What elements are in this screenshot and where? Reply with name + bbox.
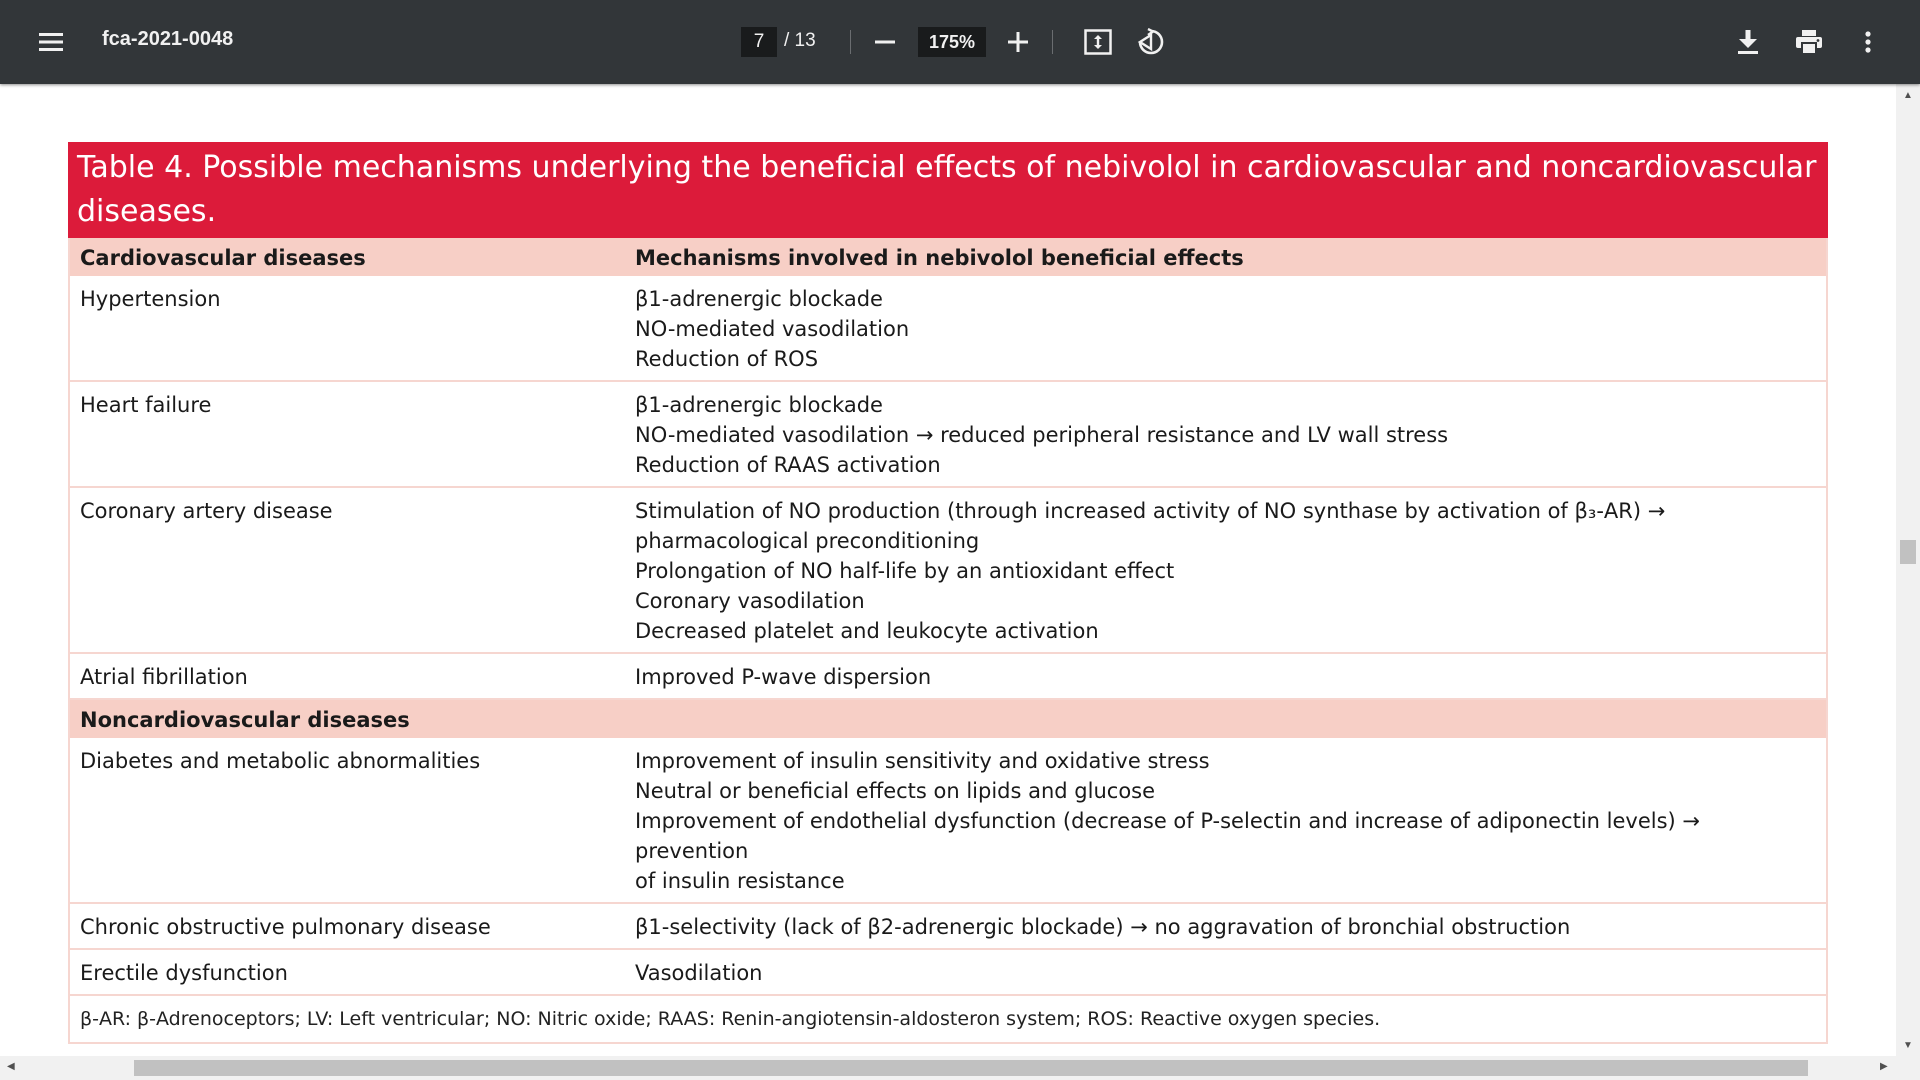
zoom-in-icon[interactable] [996, 20, 1040, 64]
table-row [70, 738, 1826, 903]
disease-cell: Atrial fibrillation [70, 653, 625, 699]
disease-cell: Diabetes and metabolic abnormalities [70, 738, 625, 903]
mechanism-line: β1-selectivity (lack of β2-adrenergic blockade) → no aggravation of bronchial obstruction [635, 915, 1571, 939]
more-icon[interactable] [1846, 20, 1890, 64]
mechanism-line: NO-mediated vasodilation [635, 317, 910, 341]
mechanism-cell [625, 276, 1826, 381]
mechanisms-table [70, 238, 1826, 1042]
page-number-input[interactable]: 7 [741, 27, 777, 57]
table-footnote: β-AR: β-Adrenoceptors; LV: Left ventricular; NO: Nitric oxide; RAAS: Renin-angiotensin-aldosteron system; ROS: Reactive oxygen species. [80, 1008, 1381, 1030]
mechanism-line: Reduction of RAAS activation [635, 453, 941, 477]
vertical-scrollbar[interactable] [1896, 84, 1920, 1056]
table-footnote-row [70, 995, 1826, 1042]
mechanism-line: Coronary vasodilation [635, 589, 865, 613]
download-icon[interactable] [1726, 20, 1770, 64]
vertical-scroll-thumb[interactable] [1900, 540, 1916, 564]
section-header-cell: Noncardiovascular diseases [70, 699, 625, 738]
mechanism-line: NO-mediated vasodilation → reduced peripheral resistance and LV wall stress [635, 423, 1449, 447]
table-row [70, 903, 1826, 949]
pdf-toolbar [0, 0, 1920, 84]
mechanism-cell [625, 738, 1826, 903]
print-icon[interactable] [1787, 20, 1831, 64]
mechanism-line: Improvement of endothelial dysfunction (decrease of P-selectin and increase of adiponectin levels) → prevention [635, 809, 1701, 863]
zoom-out-icon[interactable] [863, 20, 907, 64]
mechanism-line: Vasodilation [635, 961, 763, 985]
table-row [70, 381, 1826, 487]
mechanism-line: Improved P-wave dispersion [635, 665, 932, 689]
header-cell: Cardiovascular diseases [70, 238, 625, 276]
mechanism-line: Reduction of ROS [635, 347, 819, 371]
scroll-right-icon[interactable]: ▶ [1880, 1061, 1888, 1072]
table-row [70, 653, 1826, 699]
page-total: / 13 [784, 30, 816, 51]
table-header-row [70, 238, 1826, 276]
disease-cell: Erectile dysfunction [70, 949, 625, 995]
scroll-left-icon[interactable]: ◀ [7, 1061, 15, 1072]
table-4 [68, 142, 1828, 1044]
table-row [70, 949, 1826, 995]
horizontal-scroll-thumb[interactable] [134, 1060, 1808, 1076]
zoom-level-input[interactable]: 175% [918, 27, 986, 57]
toolbar-divider [850, 30, 851, 54]
section-header-row [70, 699, 1826, 738]
pdf-viewer[interactable] [0, 84, 1896, 1056]
toolbar-divider [1052, 30, 1053, 54]
mechanism-line: β1-adrenergic blockade [635, 287, 883, 311]
mechanism-line: Neutral or beneficial effects on lipids and glucose [635, 779, 1156, 803]
table-caption: Table 4. Possible mechanisms underlying the beneficial effects of nebivolol in cardiovascular and noncardiovascular diseases. [68, 142, 1828, 238]
section-header-empty-cell [625, 699, 1826, 738]
fit-page-icon[interactable] [1076, 20, 1120, 64]
disease-cell: Coronary artery disease [70, 487, 625, 653]
header-cell: Mechanisms involved in nebivolol beneficial effects [625, 238, 1826, 276]
scroll-down-icon[interactable]: ▼ [1903, 1040, 1913, 1051]
mechanism-line: β1-adrenergic blockade [635, 393, 883, 417]
disease-cell: Hypertension [70, 276, 625, 381]
menu-icon[interactable] [29, 20, 73, 64]
mechanism-line: Stimulation of NO production (through increased activity of NO synthase by activation of β₃-AR) → [635, 499, 1666, 523]
mechanism-line: pharmacological preconditioning [635, 529, 980, 553]
rotate-icon[interactable] [1129, 20, 1173, 64]
mechanism-line: Improvement of insulin sensitivity and oxidative stress [635, 749, 1210, 773]
horizontal-scrollbar[interactable] [0, 1056, 1920, 1080]
table-row [70, 487, 1826, 653]
scroll-up-icon[interactable]: ▲ [1903, 90, 1913, 101]
mechanism-line: of insulin resistance [635, 869, 845, 893]
mechanism-cell [625, 653, 1826, 699]
mechanism-cell [625, 903, 1826, 949]
disease-cell: Chronic obstructive pulmonary disease [70, 903, 625, 949]
mechanism-line: Prolongation of NO half-life by an antioxidant effect [635, 559, 1175, 583]
mechanism-cell [625, 487, 1826, 653]
document-title: fca-2021-0048 [102, 28, 234, 50]
mechanism-cell [625, 949, 1826, 995]
mechanism-cell [625, 381, 1826, 487]
mechanism-line: Decreased platelet and leukocyte activation [635, 619, 1099, 643]
disease-cell: Heart failure [70, 381, 625, 487]
table-row [70, 276, 1826, 381]
